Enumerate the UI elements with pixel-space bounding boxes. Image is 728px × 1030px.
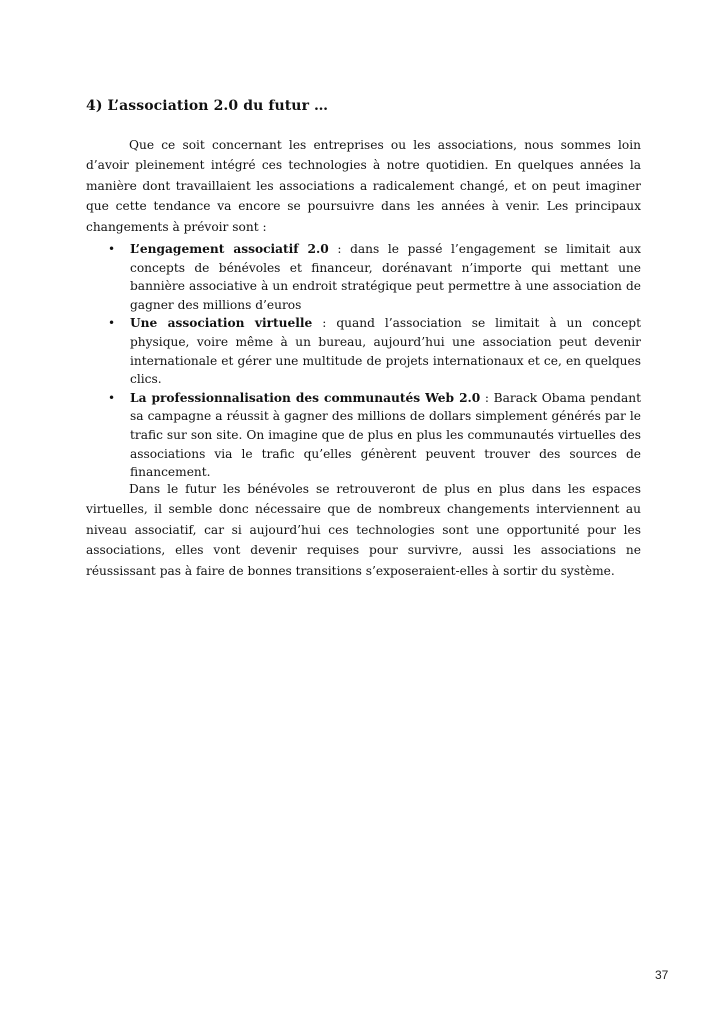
list-item: [86, 389, 641, 482]
conclusion-paragraph: Dans le futur les bénévoles se retrouveront de plus en plus dans les espaces virtuelles, il semble donc nécessaire que de nombreux changements interviennent au niveau associatif, car si aujourd’hui ces technologies sont une opportunité pour les associations, elles vont devenir requises pour survivre, aussi les associations ne réussissant pas à faire de bonnes transitions s’exposeraient-elles à sortir du système.: [86, 482, 641, 578]
bullet-text: : quand l’association se limitait à un concept physique, voire même à un bureau, aujourd’hui une association peut devenir internationale et gérer une multitude de projets internationaux et ce, en quelques clics.: [130, 316, 641, 387]
section-heading: 4) L’association 2.0 du futur …: [86, 98, 329, 114]
bullet-term: La professionnalisation des communautés Web 2.0: [130, 390, 481, 405]
changes-list: [86, 240, 641, 482]
list-item: [86, 240, 641, 314]
bullet-icon: •: [108, 316, 116, 331]
page-number: 37: [655, 968, 669, 982]
bullet-text: : Barack Obama pendant sa campagne a réussit à gagner des millions de dollars simplement générés par le trafic sur son site. On imagine que de plus en plus les communautés virtuelles des associations via le trafic qu’elles génèrent peuvent trouver des sources de financement.: [130, 390, 641, 480]
intro-paragraph: Que ce soit concernant les entreprises ou les associations, nous sommes loin d’avoir pleinement intégré ces technologies à notre quotidien. En quelques années la manière dont travaillaient les associations a radicalement changé, et on peut imaginer que cette tendance va encore se poursuivre dans les années à venir. Les principaux changements à prévoir sont :: [86, 138, 641, 234]
bullet-text: : dans le passé l’engagement se limitait aux concepts de bénévoles et financeur, dorénavant n’importe qui mettant une bannière associative à un endroit stratégique peut permettre à une association de gagner des millions d’euros: [130, 242, 641, 312]
bullet-icon: •: [108, 242, 116, 256]
list-item: [86, 314, 641, 388]
bullet-term: Une association virtuelle: [130, 316, 313, 331]
bullet-term: L’engagement associatif 2.0: [130, 242, 329, 256]
bullet-icon: •: [108, 390, 116, 405]
